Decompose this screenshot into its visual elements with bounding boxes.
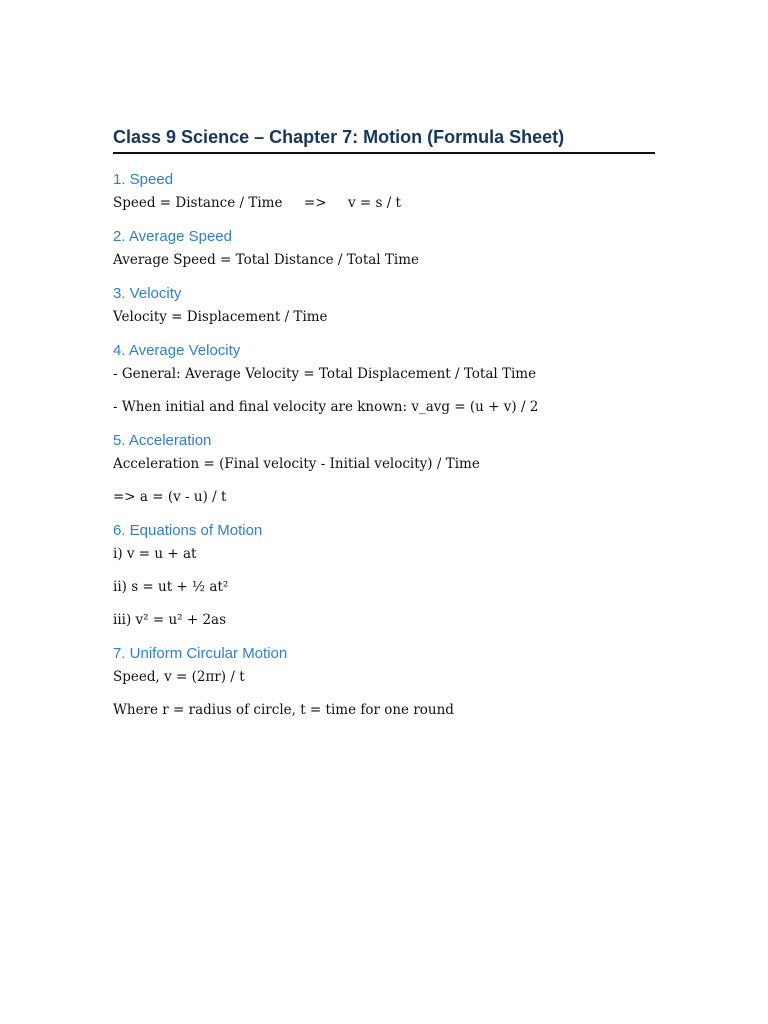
section-heading: 4. Average Velocity bbox=[113, 342, 241, 359]
formula-line: ii) s = ut + ½ at² bbox=[113, 579, 229, 595]
section-heading: 7. Uniform Circular Motion bbox=[113, 645, 288, 662]
page-title: Class 9 Science – Chapter 7: Motion (Formula Sheet) bbox=[113, 124, 655, 154]
section-heading: 5. Acceleration bbox=[113, 432, 212, 449]
formula-line: Speed, v = (2πr) / t bbox=[113, 669, 245, 685]
formula-sheet-page bbox=[113, 124, 655, 720]
formula-line: Average Speed = Total Distance / Total Time bbox=[113, 252, 420, 268]
formula-line: => a = (v - u) / t bbox=[113, 489, 227, 505]
formula-line: Speed = Distance / Time => v = s / t bbox=[113, 195, 401, 211]
section-average-speed bbox=[113, 227, 655, 270]
section-heading: 6. Equations of Motion bbox=[113, 522, 263, 539]
section-velocity bbox=[113, 284, 655, 327]
formula-line: iii) v² = u² + 2as bbox=[113, 612, 227, 628]
section-heading: 3. Velocity bbox=[113, 285, 182, 302]
section-equations-of-motion bbox=[113, 521, 655, 630]
section-average-velocity bbox=[113, 341, 655, 417]
section-heading: 2. Average Speed bbox=[113, 228, 232, 245]
formula-line: Where r = radius of circle, t = time for one round bbox=[113, 702, 454, 718]
section-speed bbox=[113, 170, 655, 213]
section-acceleration bbox=[113, 431, 655, 507]
formula-line: - General: Average Velocity = Total Displacement / Total Time bbox=[113, 366, 537, 382]
formula-line: i) v = u + at bbox=[113, 546, 197, 562]
formula-line: - When initial and final velocity are known: v_avg = (u + v) / 2 bbox=[113, 399, 539, 415]
section-uniform-circular-motion bbox=[113, 644, 655, 720]
formula-line: Velocity = Displacement / Time bbox=[113, 309, 328, 325]
section-heading: 1. Speed bbox=[113, 171, 174, 188]
formula-line: Acceleration = (Final velocity - Initial velocity) / Time bbox=[113, 456, 480, 472]
